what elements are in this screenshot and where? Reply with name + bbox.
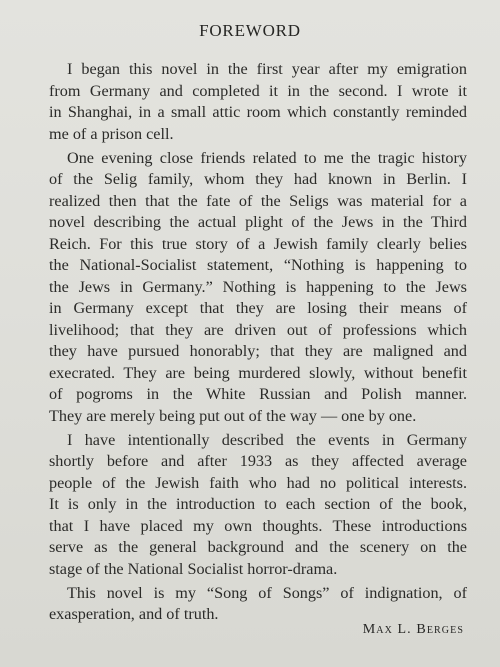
text-line: Reich. For this true story of a Jewish family clearly belies (49, 234, 467, 253)
text-line: I have intentionally described the events in Germany (67, 430, 467, 449)
text-line: shortly before and after 1933 as they affected average (49, 452, 467, 470)
text-line: in Germany except that they are losing their means of (49, 299, 467, 317)
text-line: livelihood; that they are driven out of professions which (49, 320, 467, 339)
text-line: It is only in the introduction to each section of the book, (49, 495, 467, 513)
paragraph-2 (49, 148, 467, 428)
foreword-body (49, 59, 467, 628)
text-line: I began this novel in the first year after my emigration (67, 60, 467, 78)
paragraph-4 (49, 583, 467, 626)
text-line: the National-Socialist statement, “Nothing is happening to (49, 256, 467, 274)
text-line: from Germany and completed it in the second. I wrote it (49, 81, 467, 100)
text-line: stage of the National Socialist horror-drama. (49, 559, 338, 578)
text-line: in Shanghai, in a small attic room which constantly reminded (49, 103, 467, 121)
author-signature: Max L. Berges (362, 622, 464, 637)
text-line: the Jews in Germany.” Nothing is happening to the Jews (49, 277, 467, 296)
text-line: One evening close friends related to me the tragic history (67, 148, 467, 167)
text-line: me of a prison cell. (49, 124, 174, 143)
text-line: of pogroms in the White Russian and Polish manner. (49, 385, 467, 403)
text-line: exasperation, and of truth. (49, 605, 219, 623)
text-line: of the Selig family, whom they had known in Berlin. I (49, 170, 467, 188)
text-line: execrated. They are being murdered slowly, without benefit (49, 363, 467, 382)
text-line: that I have placed my own thoughts. These introductions (49, 516, 467, 535)
text-line: serve as the general background and the scenery on the (49, 538, 467, 556)
text-line: This novel is my “Song of Songs” of indignation, of (67, 583, 467, 602)
text-line: novel describing the actual plight of the Jews in the Third (49, 213, 467, 231)
paragraph-3 (49, 430, 467, 581)
text-line: people of the Jewish faith who had no political interests. (49, 473, 467, 492)
text-line: They are merely being put out of the way — one by one. (49, 406, 417, 425)
text-line: they have pursued honorably; that they are maligned and (49, 342, 467, 360)
page-heading: FOREWORD (199, 21, 301, 40)
paragraph-1 (49, 59, 467, 145)
text-line: realized then that the fate of the Seligs was material for a (49, 191, 467, 210)
